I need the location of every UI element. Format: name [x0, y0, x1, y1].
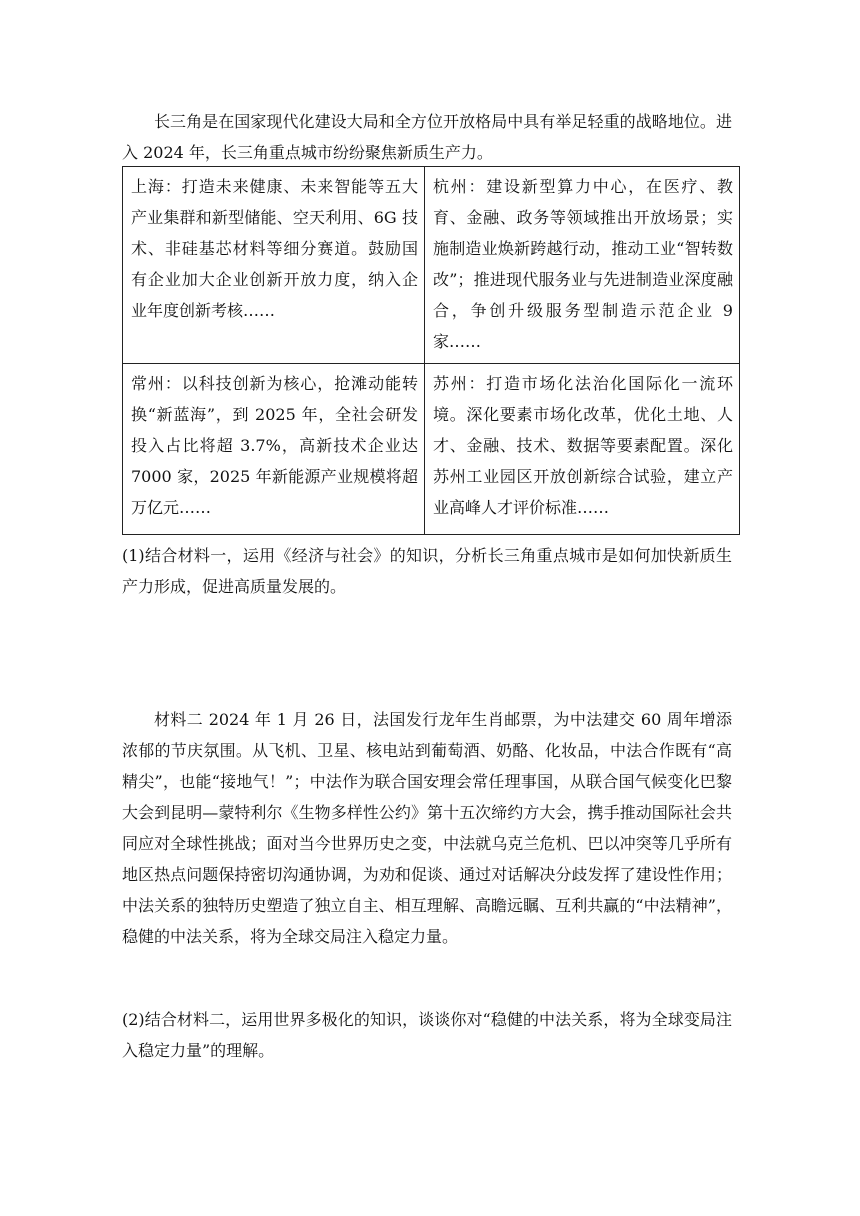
cell-shanghai: 上海：打造未来健康、未来智能等五大产业集群和新型储能、空天利用、6G 技术、非硅基芯材料等细分赛道。鼓励国有企业加大企业创新开放力度，纳入企业年度创新考核……	[123, 167, 425, 364]
material-one-table	[122, 166, 740, 535]
cell-hangzhou: 杭州：建设新型算力中心，在医疗、教育、金融、政务等领域推出开放场景；实施制造业焕新跨越行动，推动工业“智转数改”；推进现代服务业与先进制造业深度融合，争创升级服务型制造示范企业 9 家……	[425, 167, 740, 364]
question-two: (2)结合材料二，运用世界多极化的知识，谈谈你对“稳健的中法关系，将为全球变局注入稳定力量”的理解。	[122, 1010, 732, 1060]
question-one: (1)结合材料一，运用《经济与社会》的知识，分析长三角重点城市是如何加快新质生产力形成，促进高质量发展的。	[122, 546, 732, 596]
table-row	[123, 167, 740, 364]
cell-changzhou: 常州：以科技创新为核心，抢滩动能转换“新蓝海”，到 2025 年，全社会研发投入占比将超 3.7%，高新技术企业达 7000 家，2025 年新能源产业规模将超万亿元……	[123, 364, 425, 535]
cell-suzhou: 苏州：打造市场化法治化国际化一流环境。深化要素市场化改革，优化土地、人才、金融、技术、数据等要素配置。深化苏州工业园区开放创新综合试验，建立产业高峰人才评价标准……	[425, 364, 740, 535]
material-two-text: 材料二 2024 年 1 月 26 日，法国发行龙年生肖邮票，为中法建交 60 周年增添浓郁的节庆氛围。从飞机、卫星、核电站到葡萄酒、奶酪、化妆品，中法合作既有“高精尖”，也能“接地气！”；中法作为联合国安理会常任理事国，从联合国气候变化巴黎大会到昆明—蒙特利尔《生物多样性公约》第十五次缔约方大会，携手推动国际社会共同应对全球性挑战；面对当今世界历史之变，中法就乌克兰危机、巴以冲突等几乎所有地区热点问题保持密切沟通协调，为劝和促谈、通过对话解决分歧发挥了建设性作用；中法关系的独特历史塑造了独立自主、相互理解、高瞻远瞩、互利共赢的“中法精神”，稳健的中法关系，将为全球交局注入稳定力量。	[122, 710, 732, 946]
table-row	[123, 364, 740, 535]
material-one-intro: 长三角是在国家现代化建设大局和全方位开放格局中具有举足轻重的战略地位。进入 2024 年，长三角重点城市纷纷聚焦新质生产力。	[122, 112, 732, 162]
